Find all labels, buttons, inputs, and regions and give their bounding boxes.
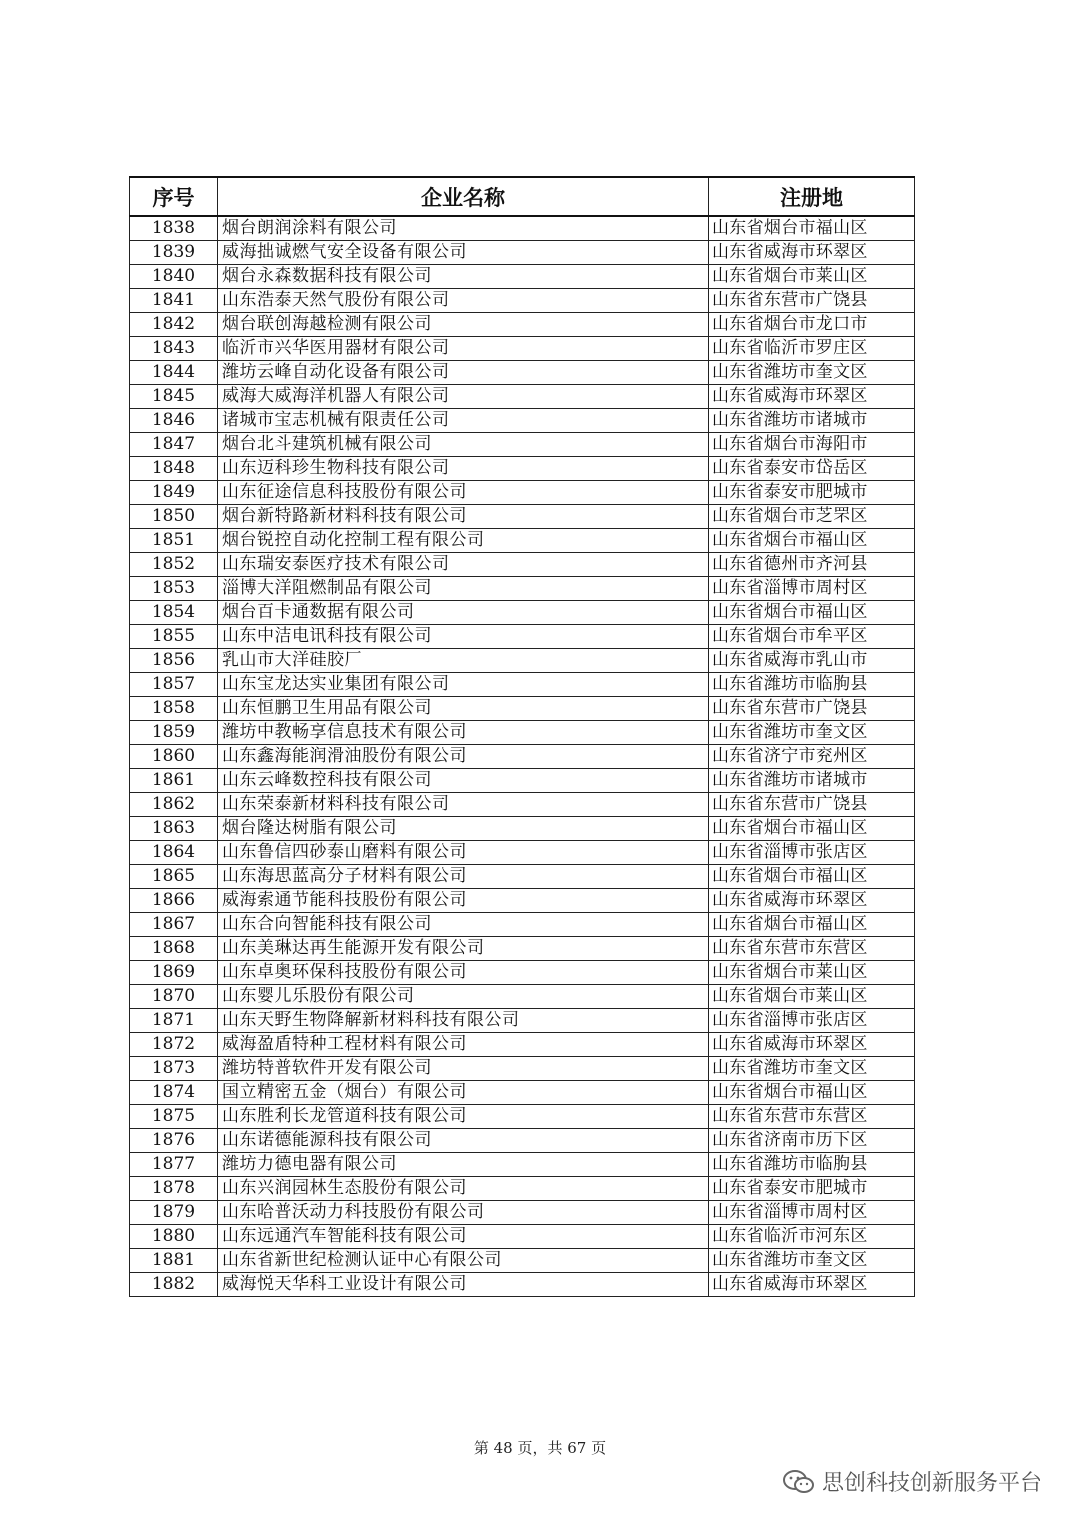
registered-location: 山东省济南市历下区 <box>709 1129 915 1153</box>
registered-location: 山东省烟台市福山区 <box>709 1081 915 1105</box>
row-index: 1845 <box>130 385 218 409</box>
row-index: 1841 <box>130 289 218 313</box>
row-index: 1876 <box>130 1129 218 1153</box>
row-index: 1854 <box>130 601 218 625</box>
row-index: 1852 <box>130 553 218 577</box>
company-name: 威海大威海洋机器人有限公司 <box>218 385 709 409</box>
table-row <box>130 1129 915 1153</box>
company-name: 潍坊中教畅享信息技术有限公司 <box>218 721 709 745</box>
registered-location: 山东省烟台市芝罘区 <box>709 505 915 529</box>
registered-location: 山东省淄博市张店区 <box>709 1009 915 1033</box>
table-row <box>130 577 915 601</box>
table-row <box>130 769 915 793</box>
table-body <box>130 216 915 1297</box>
company-name: 山东云峰数控科技有限公司 <box>218 769 709 793</box>
company-name: 山东中洁电讯科技有限公司 <box>218 625 709 649</box>
header-index: 序号 <box>130 177 218 216</box>
watermark-text: 思创科技创新服务平台 <box>821 1471 1042 1496</box>
registered-location: 山东省临沂市罗庄区 <box>709 337 915 361</box>
company-name: 山东瑞安泰医疗技术有限公司 <box>218 553 709 577</box>
table-row <box>130 1057 915 1081</box>
header-location: 注册地 <box>709 177 915 216</box>
row-index: 1855 <box>130 625 218 649</box>
row-index: 1849 <box>130 481 218 505</box>
wechat-icon <box>782 1469 816 1495</box>
row-index: 1863 <box>130 817 218 841</box>
row-index: 1871 <box>130 1009 218 1033</box>
company-name: 山东诺德能源科技有限公司 <box>218 1129 709 1153</box>
registered-location: 山东省泰安市岱岳区 <box>709 457 915 481</box>
row-index: 1872 <box>130 1033 218 1057</box>
table-row <box>130 913 915 937</box>
table-row <box>130 1225 915 1249</box>
table-row <box>130 313 915 337</box>
table-row <box>130 625 915 649</box>
registered-location: 山东省德州市齐河县 <box>709 553 915 577</box>
registered-location: 山东省威海市环翠区 <box>709 1273 915 1297</box>
company-name: 山东胜利长龙管道科技有限公司 <box>218 1105 709 1129</box>
table-row <box>130 385 915 409</box>
row-index: 1867 <box>130 913 218 937</box>
registered-location: 山东省烟台市福山区 <box>709 216 915 241</box>
row-index: 1840 <box>130 265 218 289</box>
company-name: 烟台隆达树脂有限公司 <box>218 817 709 841</box>
registered-location: 山东省烟台市福山区 <box>709 913 915 937</box>
table-row <box>130 1273 915 1297</box>
registered-location: 山东省威海市环翠区 <box>709 241 915 265</box>
table-row <box>130 865 915 889</box>
company-name: 潍坊云峰自动化设备有限公司 <box>218 361 709 385</box>
row-index: 1866 <box>130 889 218 913</box>
table-row <box>130 1201 915 1225</box>
registered-location: 山东省东营市广饶县 <box>709 793 915 817</box>
registered-location: 山东省淄博市周村区 <box>709 577 915 601</box>
registered-location: 山东省淄博市张店区 <box>709 841 915 865</box>
row-index: 1858 <box>130 697 218 721</box>
row-index: 1873 <box>130 1057 218 1081</box>
table-row <box>130 793 915 817</box>
registered-location: 山东省烟台市福山区 <box>709 601 915 625</box>
registered-location: 山东省淄博市周村区 <box>709 1201 915 1225</box>
row-index: 1862 <box>130 793 218 817</box>
registered-location: 山东省潍坊市诸城市 <box>709 769 915 793</box>
registered-location: 山东省潍坊市临朐县 <box>709 673 915 697</box>
company-name: 山东哈普沃动力科技股份有限公司 <box>218 1201 709 1225</box>
company-name: 山东恒鹏卫生用品有限公司 <box>218 697 709 721</box>
row-index: 1848 <box>130 457 218 481</box>
registered-location: 山东省潍坊市奎文区 <box>709 1057 915 1081</box>
company-name: 烟台朗润涂料有限公司 <box>218 216 709 241</box>
row-index: 1879 <box>130 1201 218 1225</box>
table-row <box>130 409 915 433</box>
table-row <box>130 553 915 577</box>
table-row <box>130 505 915 529</box>
table-row <box>130 745 915 769</box>
table-row <box>130 649 915 673</box>
registered-location: 山东省泰安市肥城市 <box>709 481 915 505</box>
row-index: 1865 <box>130 865 218 889</box>
company-name: 烟台锐控自动化控制工程有限公司 <box>218 529 709 553</box>
row-index: 1864 <box>130 841 218 865</box>
watermark <box>782 1466 1042 1497</box>
company-name: 山东卓奥环保科技股份有限公司 <box>218 961 709 985</box>
table-row <box>130 457 915 481</box>
registered-location: 山东省东营市广饶县 <box>709 289 915 313</box>
company-name: 诸城市宝志机械有限责任公司 <box>218 409 709 433</box>
company-name: 山东宝龙达实业集团有限公司 <box>218 673 709 697</box>
table-row <box>130 481 915 505</box>
table-row <box>130 721 915 745</box>
table-header-row <box>130 177 915 216</box>
company-name: 烟台新特路新材料科技有限公司 <box>218 505 709 529</box>
table-row <box>130 961 915 985</box>
company-name: 烟台联创海越检测有限公司 <box>218 313 709 337</box>
registered-location: 山东省烟台市龙口市 <box>709 313 915 337</box>
company-name: 山东荣泰新材料科技有限公司 <box>218 793 709 817</box>
row-index: 1844 <box>130 361 218 385</box>
row-index: 1853 <box>130 577 218 601</box>
table-row <box>130 1177 915 1201</box>
registered-location: 山东省烟台市福山区 <box>709 529 915 553</box>
registered-location: 山东省烟台市莱山区 <box>709 985 915 1009</box>
table-row <box>130 265 915 289</box>
company-name: 山东远通汽车智能科技有限公司 <box>218 1225 709 1249</box>
page-number: 第 48 页，共 67 页 <box>473 1439 607 1457</box>
table-row <box>130 1105 915 1129</box>
company-name: 潍坊力德电器有限公司 <box>218 1153 709 1177</box>
company-name: 山东鑫海能润滑油股份有限公司 <box>218 745 709 769</box>
table-row <box>130 337 915 361</box>
company-name: 烟台永森数据科技有限公司 <box>218 265 709 289</box>
registered-location: 山东省潍坊市奎文区 <box>709 1249 915 1273</box>
header-name: 企业名称 <box>218 177 709 216</box>
registered-location: 山东省泰安市肥城市 <box>709 1177 915 1201</box>
company-name: 威海索通节能科技股份有限公司 <box>218 889 709 913</box>
registered-location: 山东省东营市东营区 <box>709 937 915 961</box>
row-index: 1881 <box>130 1249 218 1273</box>
table-row <box>130 889 915 913</box>
company-name: 山东天野生物降解新材料科技有限公司 <box>218 1009 709 1033</box>
table-row <box>130 361 915 385</box>
row-index: 1842 <box>130 313 218 337</box>
table-row <box>130 1249 915 1273</box>
registered-location: 山东省烟台市海阳市 <box>709 433 915 457</box>
table-row <box>130 1009 915 1033</box>
company-name: 淄博大洋阻燃制品有限公司 <box>218 577 709 601</box>
registered-location: 山东省东营市广饶县 <box>709 697 915 721</box>
table-row <box>130 1033 915 1057</box>
table-row <box>130 985 915 1009</box>
company-name: 山东兴润园林生态股份有限公司 <box>218 1177 709 1201</box>
company-name: 山东合向智能科技有限公司 <box>218 913 709 937</box>
table-row <box>130 289 915 313</box>
registered-location: 山东省威海市环翠区 <box>709 385 915 409</box>
registered-location: 山东省潍坊市奎文区 <box>709 361 915 385</box>
row-index: 1861 <box>130 769 218 793</box>
row-index: 1860 <box>130 745 218 769</box>
registered-location: 山东省潍坊市奎文区 <box>709 721 915 745</box>
company-name: 临沂市兴华医用器材有限公司 <box>218 337 709 361</box>
registered-location: 山东省东营市东营区 <box>709 1105 915 1129</box>
registered-location: 山东省潍坊市临朐县 <box>709 1153 915 1177</box>
row-index: 1880 <box>130 1225 218 1249</box>
company-name: 烟台百卡通数据有限公司 <box>218 601 709 625</box>
registered-location: 山东省烟台市福山区 <box>709 817 915 841</box>
table-row <box>130 601 915 625</box>
registered-location: 山东省潍坊市诸城市 <box>709 409 915 433</box>
row-index: 1846 <box>130 409 218 433</box>
registered-location: 山东省烟台市福山区 <box>709 865 915 889</box>
registered-location: 山东省烟台市莱山区 <box>709 961 915 985</box>
table-row <box>130 241 915 265</box>
company-name: 国立精密五金（烟台）有限公司 <box>218 1081 709 1105</box>
registered-location: 山东省威海市环翠区 <box>709 1033 915 1057</box>
company-name: 山东征途信息科技股份有限公司 <box>218 481 709 505</box>
table-row <box>130 697 915 721</box>
company-name: 烟台北斗建筑机械有限公司 <box>218 433 709 457</box>
row-index: 1868 <box>130 937 218 961</box>
registered-location: 山东省威海市环翠区 <box>709 889 915 913</box>
row-index: 1847 <box>130 433 218 457</box>
company-name: 威海拙诚燃气安全设备有限公司 <box>218 241 709 265</box>
table-row <box>130 216 915 241</box>
registered-location: 山东省临沂市河东区 <box>709 1225 915 1249</box>
row-index: 1874 <box>130 1081 218 1105</box>
company-name: 山东美琳达再生能源开发有限公司 <box>218 937 709 961</box>
company-name: 山东迈科珍生物科技有限公司 <box>218 457 709 481</box>
table-row <box>130 529 915 553</box>
table-row <box>130 841 915 865</box>
row-index: 1843 <box>130 337 218 361</box>
row-index: 1875 <box>130 1105 218 1129</box>
company-name: 潍坊特普软件开发有限公司 <box>218 1057 709 1081</box>
row-index: 1878 <box>130 1177 218 1201</box>
row-index: 1850 <box>130 505 218 529</box>
company-name: 山东浩泰天然气股份有限公司 <box>218 289 709 313</box>
row-index: 1882 <box>130 1273 218 1297</box>
table-row <box>130 937 915 961</box>
company-name: 威海盈盾特种工程材料有限公司 <box>218 1033 709 1057</box>
company-name: 山东海思蓝高分子材料有限公司 <box>218 865 709 889</box>
company-name: 山东鲁信四砂泰山磨料有限公司 <box>218 841 709 865</box>
row-index: 1857 <box>130 673 218 697</box>
registered-location: 山东省烟台市牟平区 <box>709 625 915 649</box>
table-row <box>130 433 915 457</box>
table-row <box>130 817 915 841</box>
registered-location: 山东省烟台市莱山区 <box>709 265 915 289</box>
company-name: 威海悦天华科工业设计有限公司 <box>218 1273 709 1297</box>
row-index: 1856 <box>130 649 218 673</box>
table-row <box>130 673 915 697</box>
table-row <box>130 1153 915 1177</box>
registered-location: 山东省威海市乳山市 <box>709 649 915 673</box>
row-index: 1859 <box>130 721 218 745</box>
row-index: 1839 <box>130 241 218 265</box>
table-row <box>130 1081 915 1105</box>
row-index: 1877 <box>130 1153 218 1177</box>
registered-location: 山东省济宁市兖州区 <box>709 745 915 769</box>
company-name: 山东省新世纪检测认证中心有限公司 <box>218 1249 709 1273</box>
enterprise-table <box>129 176 915 1297</box>
company-name: 乳山市大洋硅胶厂 <box>218 649 709 673</box>
row-index: 1838 <box>130 216 218 241</box>
row-index: 1870 <box>130 985 218 1009</box>
row-index: 1869 <box>130 961 218 985</box>
company-name: 山东婴儿乐股份有限公司 <box>218 985 709 1009</box>
row-index: 1851 <box>130 529 218 553</box>
